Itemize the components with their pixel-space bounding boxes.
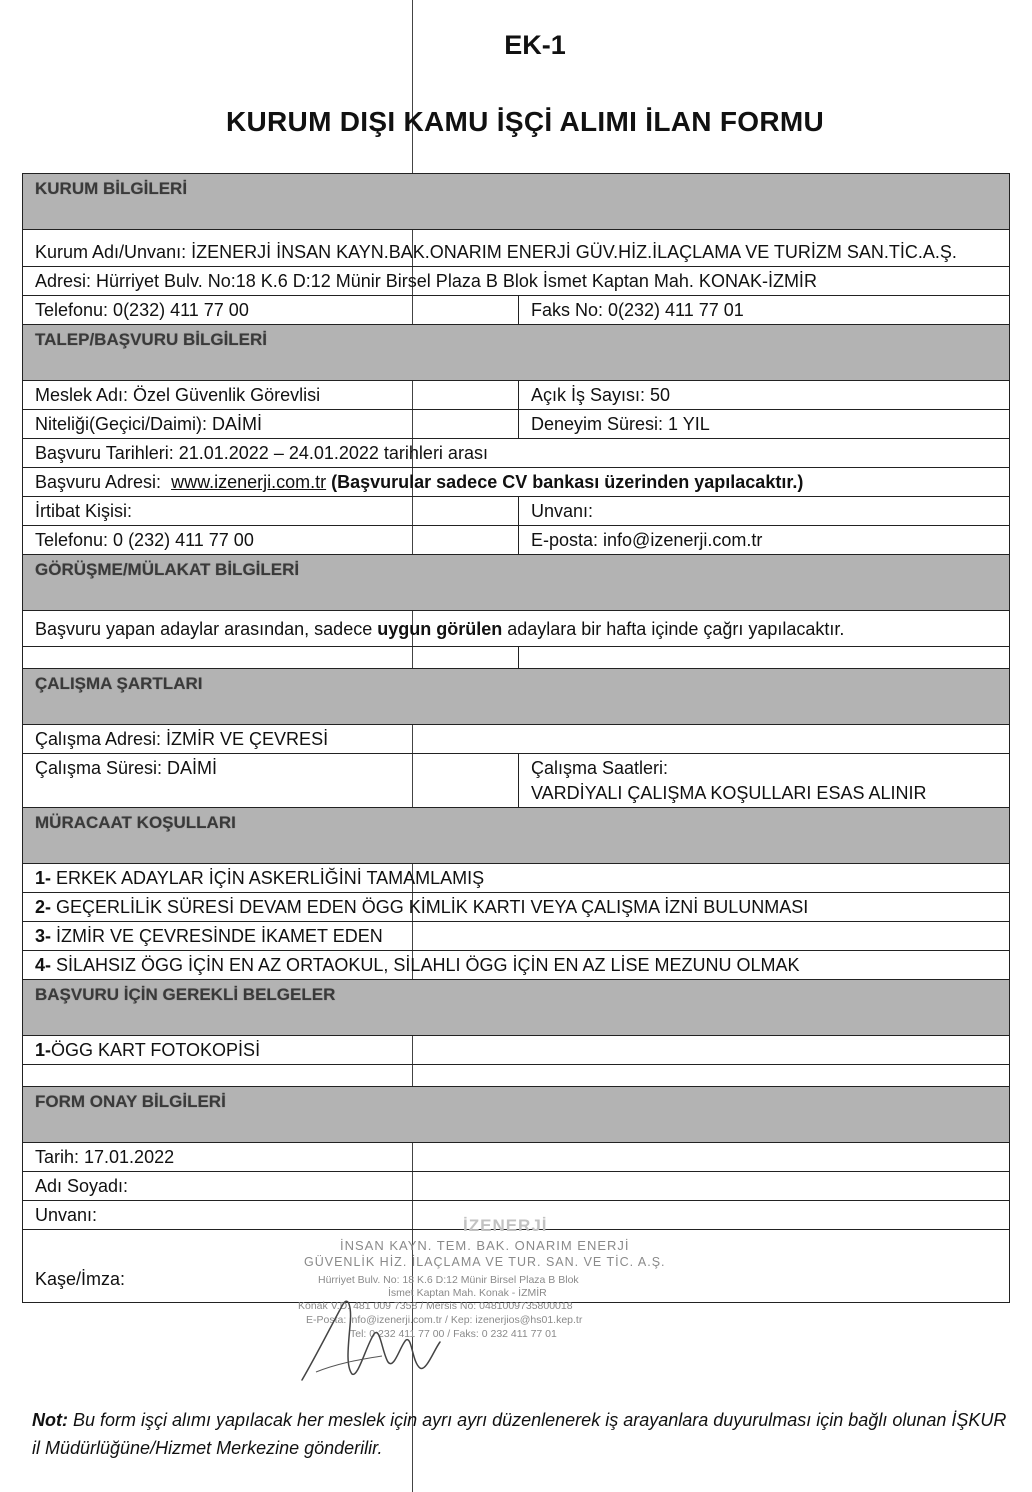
document-row xyxy=(23,1036,1009,1065)
institution-fax: Faks No: 0(232) 411 77 01 xyxy=(531,300,744,320)
section-kurum xyxy=(23,174,1009,230)
contact-phone-row xyxy=(23,526,1009,555)
document-text: ÖGG KART FOTOKOPİSİ xyxy=(51,1040,261,1060)
requirement-number: 1- xyxy=(35,868,52,888)
application-note: (Başvurular sadece CV bankası üzerinden yapılacaktır.) xyxy=(331,472,804,492)
contact-title: Unvanı: xyxy=(531,501,594,521)
requirement-row xyxy=(23,864,1009,893)
section-heading: KURUM BİLGİLERİ xyxy=(35,179,188,198)
dates-row xyxy=(23,439,1009,468)
kurum-name-row xyxy=(23,230,1009,267)
section-calisma xyxy=(23,669,1009,725)
application-url-link[interactable]: www.izenerji.com.tr xyxy=(171,472,327,492)
section-heading: ÇALIŞMA ŞARTLARI xyxy=(35,674,203,693)
application-address-label: Başvuru Adresi: xyxy=(35,472,172,492)
section-gorusme xyxy=(23,555,1009,611)
note-text: Bu form işçi alımı yapılacak her meslek için ayrı ayrı düzenlenerek iş arayanlara duyurulması için bağlı olunan İŞKUR il Müdürlüğüne/Hizmet Merkezine gönderilir. xyxy=(32,1410,1007,1458)
occupation-name: Meslek Adı: Özel Güvenlik Görevlisi xyxy=(23,381,519,409)
interview-text-after: adaylara bir hafta içinde çağrı yapılacaktır. xyxy=(502,619,845,639)
work-hours-value: VARDİYALI ÇALIŞMA KOŞULLARI ESAS ALINIR xyxy=(531,783,927,803)
section-heading: TALEP/BAŞVURU BİLGİLERİ xyxy=(35,330,268,349)
contact-person: İrtibat Kişisi: xyxy=(23,497,519,525)
experience: Deneyim Süresi: 1 YIL xyxy=(531,414,710,434)
approval-name: Adı Soyadı: xyxy=(35,1176,129,1196)
empty-cell xyxy=(23,647,519,668)
work-hours xyxy=(519,754,1009,807)
institution-name: Kurum Adı/Unvanı: İZENERJİ İNSAN KAYN.BAK.ONARIM ENERJİ GÜV.HİZ.İLAÇLAMA VE TURİZM SAN.TİC.A.Ş. xyxy=(35,242,957,262)
requirement-number: 2- xyxy=(35,897,52,917)
application-dates: Başvuru Tarihleri: 21.01.2022 – 24.01.2022 tarihleri arası xyxy=(35,443,488,463)
empty-row xyxy=(23,1065,1009,1087)
section-heading: BAŞVURU İÇİN GEREKLİ BELGELER xyxy=(35,985,336,1004)
application-address xyxy=(23,468,1009,496)
requirement-number: 3- xyxy=(35,926,52,946)
section-belgeler xyxy=(23,980,1009,1036)
section-heading: GÖRÜŞME/MÜLAKAT BİLGİLERİ xyxy=(35,560,300,579)
work-duration: Çalışma Süresi: DAİMİ xyxy=(23,754,519,807)
requirement-row xyxy=(23,951,1009,980)
interview-info xyxy=(23,611,1009,646)
interview-text-before: Başvuru yapan adaylar arasından, sadece xyxy=(35,619,378,639)
interview-row xyxy=(23,611,1009,647)
requirement-text: GEÇERLİLİK SÜRESİ DEVAM EDEN ÖGG KİMLİK KARTI VEYA ÇALIŞMA İZNİ BULUNMASI xyxy=(51,897,809,917)
section-heading: FORM ONAY BİLGİLERİ xyxy=(35,1092,226,1111)
approval-title-row xyxy=(23,1201,1009,1235)
approval-date-row xyxy=(23,1143,1009,1172)
requirement-text: İZMİR VE ÇEVRESİNDE İKAMET EDEN xyxy=(51,926,383,946)
stamp-line: Konak V.D. 481 009 7358 / Mersis No: 0481009735800018 xyxy=(298,1300,573,1312)
kurum-phone-row xyxy=(23,296,1009,325)
stamp-line: GÜVENLİK HİZ. İLAÇLAMA VE TUR. SAN. VE TİC. A.Ş. xyxy=(304,1255,666,1269)
approval-date: Tarih: 17.01.2022 xyxy=(35,1147,175,1167)
requirement-number: 4- xyxy=(35,955,52,975)
section-muracaat xyxy=(23,808,1009,864)
requirement-text: ERKEK ADAYLAR İÇİN ASKERLİĞİNİ TAMAMLAMIŞ xyxy=(51,868,485,888)
contact-row xyxy=(23,497,1009,526)
work-address: Çalışma Adresi: İZMİR VE ÇEVRESİ xyxy=(35,729,329,749)
kurum-address-row xyxy=(23,267,1009,296)
section-onay xyxy=(23,1087,1009,1143)
section-heading: MÜRACAAT KOŞULLARI xyxy=(35,813,236,832)
empty-row xyxy=(23,647,1009,669)
section-talep xyxy=(23,325,1009,381)
contact-email: E-posta: info@izenerji.com.tr xyxy=(531,530,763,550)
requirement-row xyxy=(23,922,1009,951)
approval-title: Unvanı: xyxy=(35,1205,98,1225)
approval-signature-row xyxy=(23,1230,1009,1302)
requirement-item xyxy=(23,864,1009,892)
stamp-line: İsmet Kaptan Mah. Konak - İZMİR xyxy=(388,1287,547,1299)
requirement-item xyxy=(23,951,1009,979)
stamp-line: Tel: 0 232 411 77 00 / Faks: 0 232 411 77 01 xyxy=(350,1328,557,1340)
announcement-form xyxy=(22,173,1010,1303)
requirement-row xyxy=(23,893,1009,922)
stamp-line: Hürriyet Bulv. No: 18 K.6 D:12 Münir Birsel Plaza B Blok xyxy=(318,1274,579,1286)
application-address-row xyxy=(23,468,1009,497)
interview-text-bold: uygun görülen xyxy=(377,619,503,639)
requirement-item xyxy=(23,922,1009,950)
document-number: 1- xyxy=(35,1040,52,1060)
annex-label: EK-1 xyxy=(504,30,566,60)
stamp-line: E-Posta: info@izenerji.com.tr / Kep: izenerjios@hs01.kep.tr xyxy=(306,1314,583,1326)
required-document xyxy=(23,1036,1009,1064)
requirement-text: SİLAHSIZ ÖGG İÇİN EN AZ ORTAOKUL, SİLAHLI ÖGG İÇİN EN AZ LİSE MEZUNU OLMAK xyxy=(51,955,800,975)
footnote xyxy=(32,1406,1007,1462)
nature-row xyxy=(23,410,1009,439)
form-title: KURUM DIŞI KAMU İŞÇİ ALIMI İLAN FORMU xyxy=(225,106,825,137)
approval-name-row xyxy=(23,1172,1009,1201)
work-address-row xyxy=(23,725,1009,754)
institution-address: Adresi: Hürriyet Bulv. No:18 K.6 D:12 Münir Birsel Plaza B Blok İsmet Kaptan Mah. KONAK-İZMİR xyxy=(35,271,817,291)
empty-cell xyxy=(519,647,1009,668)
contact-phone: Telefonu: 0 (232) 411 77 00 xyxy=(23,526,519,554)
occupation-row xyxy=(23,381,1009,410)
approval-stamp-signature: Kaşe/İmza: xyxy=(35,1269,126,1289)
work-hours-label: Çalışma Saatleri: xyxy=(531,758,669,778)
work-duration-row xyxy=(23,754,1009,808)
requirement-item xyxy=(23,893,1009,921)
job-nature: Niteliği(Geçici/Daimi): DAİMİ xyxy=(23,410,519,438)
institution-phone: Telefonu: 0(232) 411 77 00 xyxy=(23,296,519,324)
empty-cell xyxy=(23,1065,1009,1086)
stamp-line: İNSAN KAYN. TEM. BAK. ONARIM ENERJİ xyxy=(340,1238,630,1253)
stamp-company: İZENERJİ xyxy=(463,1216,548,1235)
note-label: Not: xyxy=(32,1410,68,1430)
open-positions: Açık İş Sayısı: 50 xyxy=(531,385,671,405)
